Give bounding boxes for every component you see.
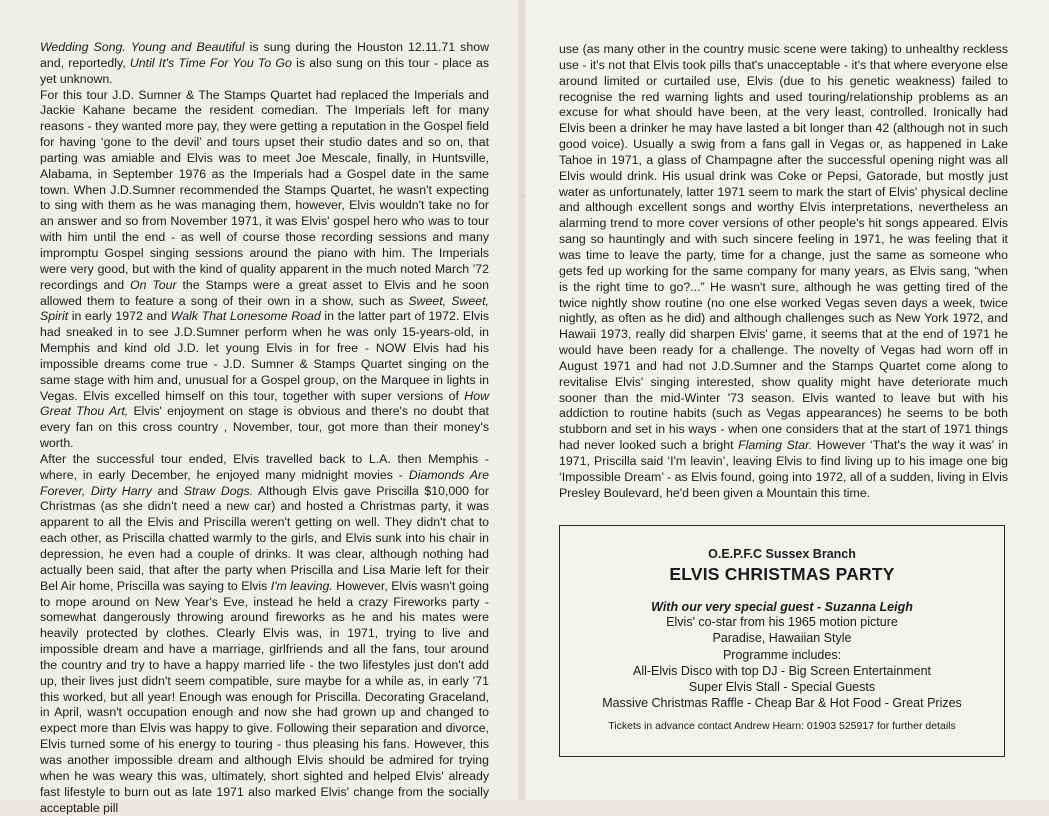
song-title: I'm leaving. bbox=[270, 578, 333, 593]
movie-title: Straw Dogs. bbox=[183, 483, 254, 498]
song-title: Walk That Lonesome Road bbox=[170, 309, 321, 324]
song-title: Sweet, Sweet, Spirit bbox=[40, 293, 489, 324]
song-title: Young and Beautiful bbox=[130, 40, 245, 54]
text-run: However ‘That's the way it was’ in 1971, Priscilla said ‘I'm leavin’, leaving Elvis to find living up to his image one big ‘Impossible Dream’ - as Elvis found, going into 1972, all of a sudden, living in Elvis Presley Boulevard, he'd been given a Mountain this time. bbox=[559, 438, 1008, 500]
paragraph-4 bbox=[559, 42, 1008, 501]
advert-line: Programme includes: bbox=[722, 647, 842, 662]
advert-contact: Tickets in advance contact Andrew Hearn: 01903 525917 for further details bbox=[608, 719, 956, 732]
gutter-mark: · bbox=[522, 192, 525, 201]
advert-branch: O.E.P.F.C Sussex Branch bbox=[708, 547, 856, 561]
album-title: On Tour bbox=[130, 277, 177, 292]
left-article-column bbox=[40, 40, 489, 816]
page-gutter bbox=[518, 0, 526, 800]
text-run: the Stamps were a great asset to Elvis and he soon allowed them to feature a song of their own in a show, such as bbox=[40, 277, 489, 308]
text-run: is also sung on this tour - place as yet unknown. bbox=[40, 55, 489, 86]
advert-guest: With our very special guest - Suzanna Leigh bbox=[651, 600, 913, 614]
text-run: Although Elvis gave Priscilla $10,000 for Christmas (as she didn't need a new car) and hosted a Christmas party, it was apparent to all the Elvis and Priscilla weren't getting on well. They didn't chat to each other, as Priscilla chatted warmly to the girls, and Elvis sunk into his chair in depression, he even had a couple of drinks. It was clear, although nothing had actually been said, that after the party when Priscilla and Lisa Marie left for their Bel Air home, Priscilla was saying to Elvis bbox=[40, 483, 489, 593]
text-run: is sung during the Houston 12.11.71 show and, reportedly, bbox=[40, 40, 489, 70]
advert-title: ELVIS CHRISTMAS PARTY bbox=[669, 564, 895, 584]
text-run: in early 1972 and bbox=[68, 309, 171, 324]
song-title: How Great Thou Art, bbox=[40, 388, 489, 419]
song-title: Wedding Song. bbox=[40, 40, 126, 54]
text-run: use (as many other in the country music scene were taking) to unhealthy reckless use - it's not that Elvis took pills that's unacceptable - it's that where everyone else around limited or curtailed use, Elvis (due to his genetic weakness) failed to recognise the red warning lights and used touring/relationship problems as an excuse for what should have been, at the very least, controlled. Ironically had Elvis been a drinker he may have lasted a bit longer than 42 (although not in such good voice). Usually a swig from a fans gall in Vegas or, as happened in Lake Tahoe in 1971, a glass of Champagne after the successful opening night was all Elvis would drink. His usual drink was Coke or Pepsi, Gatorade, but mostly just water as unfortunately, latter 1971 seem to mark the start of Elvis' physical decline and although excellent songs and worthy Elvis interpretations, nevertheless an alarming trend to more cover versions of other people's hit songs appeared. Elvis sang so hauntingly and with such sincere feeling in 1971, he was feeling that it was time to leave the party, time for a change, just the same as someone who gets fed up working for the same company for many years, as Elvis sang, “when is the right time to go?...” He wasn't sure, although he was getting tired of the twice nightly show routine (no one else worked Vegas seven days a week, twice nightly, as often as he did) and although challenges such as New York 1972, and Hawaii 1973, really did sharpen Elvis' game, it seems that at the end of 1971 he would have been ready for a challenge. The novelty of Vegas had worn off in August 1971 and had not J.D.Sumner and the Stamps Quartet come along to revitalise Elvis' singing interested, show quality might have deteriorate much sooner than the mid-Winter '73 season. Elvis wanted to leave but with his addiction to routine habits (such as Vegas appearances) he seems to be both stubborn and set in his ways - when one considers that at the start of 1971 things had never looked such a bright bbox=[559, 42, 1008, 453]
movie-titles: Diamonds Are Forever, Dirty Harry bbox=[40, 467, 489, 498]
paragraph-3 bbox=[40, 452, 489, 816]
text-run: However, Elvis wasn't going to mope around on New Year's Eve, instead he held a crazy Fireworks party - somewhat dangerously throwing around fireworks as he and his mates were heavily protected by clothes. Clearly Elvis was, in 1971, trying to live and impossible dream and have a marriage, girlfriends and all the fans, tour around the country and try to have a happy married life - the two lifestyles just don't add up, their lives just didn't seem compatible, sure maybe for a while as, in early '71 this worked, but all year! Enough was enough for Priscilla. Decorating Graceland, in April, wasn't occupation enough and now she had grown up and changed to expect more than Elvis was happy to give. Following their separation and divorce, Elvis turned some of his energy to touring - thus pleasing his fans. However, this was another impossible dream and although Elvis should be admired for trying when he was weary this was, ultimately, short sighted and helped Elvis' already fast lifestyle to burn out as late 1971 also marked Elvis' change from the socially acceptable pill bbox=[40, 578, 489, 815]
text-run: Elvis' enjoyment on stage is obvious and there's no doubt that every fan on this cross country , November, tour, got more than their money's worth. bbox=[40, 404, 489, 451]
christmas-party-advert bbox=[559, 525, 1005, 757]
movie-title: Flaming Star. bbox=[738, 438, 813, 453]
advert-line: Paradise, Hawaiian Style bbox=[712, 631, 852, 646]
right-article-column bbox=[559, 42, 1008, 501]
advert-line: Elvis' co-star from his 1965 motion picture bbox=[666, 615, 898, 629]
advert-line: Super Elvis Stall - Special Guests bbox=[688, 680, 876, 695]
text-run: and bbox=[151, 483, 184, 498]
song-title: Until It's Time For You To Go bbox=[129, 55, 292, 70]
advert-line: Massive Christmas Raffle - Cheap Bar & Hot Food - Great Prizes bbox=[602, 696, 962, 711]
paragraph-1 bbox=[40, 40, 489, 88]
paragraph-2 bbox=[40, 88, 489, 452]
text-run: For this tour J.D. Sumner & The Stamps Quartet had replaced the Imperials and Jackie Kahane became the resident comedian. The Imperials left for many reasons - they wanted more pay, they were getting a reputation in the Gospel field for having ‘gone to the devil’ and tours upset their studio dates and so on, that parting was amiable and Elvis was to meet Joe Mescale, finally, in Huntsville, Alabama, in September 1976 as the Imperials had a Gospel date in the same town. When J.D.Sumner recommended the Stamps Quartet, he wasn't expecting to sing with them as he was managing them, however, Elvis wouldn't take no for an answer and so from November 1971, it was Elvis' gospel hero who was to tour with him until the end - as well of course those recording sessions and many impromptu Gospel singing sessions around the piano with him. The Imperials were very good, but with the kind of quality apparent in the much noted March '72 recordings and bbox=[40, 87, 489, 292]
text-run: in the latter part of 1972. Elvis had sneaked in to see J.D.Sumner perform when he was only 15-years-old, in Memphis and kind old J.D. let young Elvis in for free - NOW Elvis had his impossible dreams come true - J.D. Sumner & Stamps Quartet singing on the same stage with him and, unusual for a Gospel group, on the Marquee in lights in Vegas. Elvis excelled himself on this tour, together with super versions of bbox=[40, 309, 489, 403]
text-run: After the successful tour ended, Elvis travelled back to L.A. then Memphis - where, in early December, he enjoyed many midnight movies - bbox=[40, 451, 489, 482]
advert-line: All-Elvis Disco with top DJ - Big Screen Entertainment bbox=[632, 663, 932, 678]
